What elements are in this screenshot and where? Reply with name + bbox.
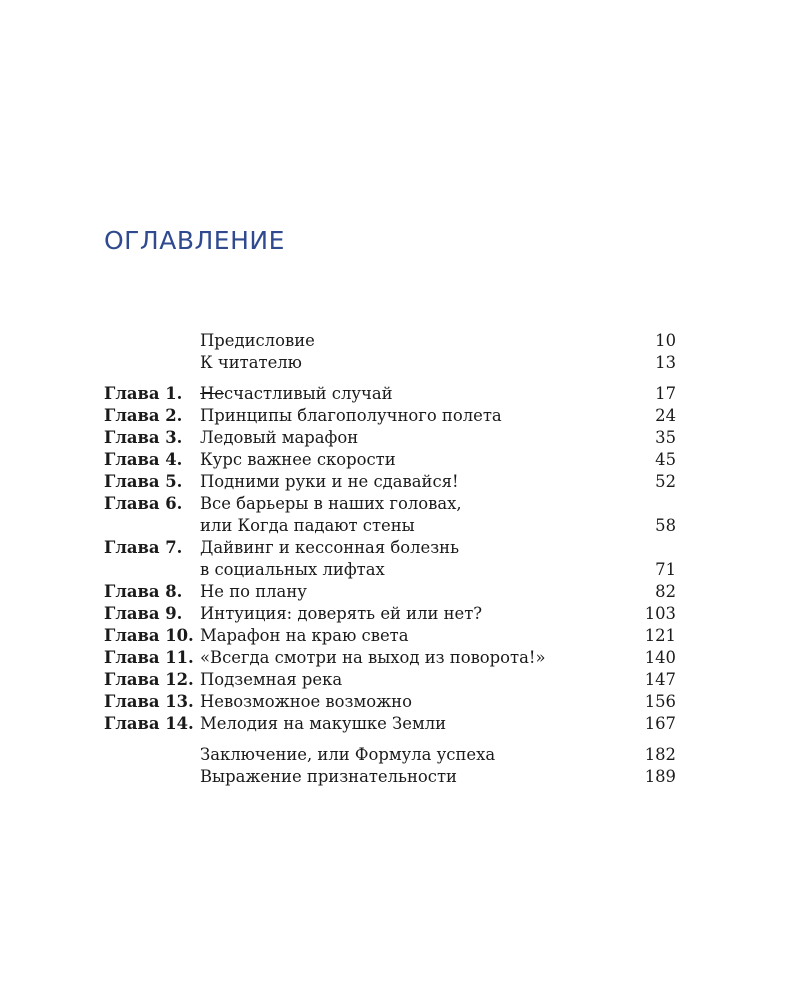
chapter-label: Глава 2.: [104, 406, 183, 425]
chapter-title: Подними руки и не сдавайся!: [200, 472, 459, 491]
chapter-page: 45: [655, 450, 676, 469]
chapter-title: Невозможное возможно: [200, 692, 412, 711]
toc-entry-chapter-10: [104, 625, 676, 647]
chapter-title: Марафон на краю света: [200, 626, 409, 645]
chapter-label: Глава 10.: [104, 626, 194, 645]
toc-entry-chapter-13: [104, 691, 676, 713]
chapter-label: Глава 6.: [104, 494, 183, 513]
toc-entry-chapter-4: [104, 449, 676, 471]
chapter-page: 82: [655, 582, 676, 601]
chapter-title: Принципы благополучного полета: [200, 406, 502, 425]
toc-entry-chapter-5: [104, 471, 676, 493]
chapter-label: Глава 13.: [104, 692, 194, 711]
toc-entry-acknowledgements: [104, 766, 676, 788]
chapter-title-strikethrough: Не: [200, 384, 224, 403]
chapter-title: Не по плану: [200, 582, 307, 601]
chapter-label: Глава 1.: [104, 384, 183, 403]
chapter-title: Мелодия на макушке Земли: [200, 714, 447, 733]
chapter-title: Дайвинг и кессонная болезнь в социальных лифтах: [200, 538, 460, 579]
toc-entry-title: К читателю: [200, 353, 302, 372]
back-matter-group: [104, 744, 676, 788]
chapter-page: 147: [644, 670, 676, 689]
toc-entry-chapter-11: [104, 647, 676, 669]
toc-entry-page: 13: [655, 353, 676, 372]
chapter-title: Курс важнее скорости: [200, 450, 396, 469]
chapter-label: Глава 4.: [104, 450, 183, 469]
chapter-page: 17: [655, 384, 676, 403]
chapter-label: Глава 7.: [104, 538, 183, 557]
chapter-page: 58: [655, 516, 676, 535]
toc-entry-chapter-12: [104, 669, 676, 691]
chapters-group: [104, 383, 676, 735]
chapter-title: Все барьеры в наших головах, или Когда падают стены: [200, 494, 462, 535]
chapter-title: «Всегда смотри на выход из поворота!»: [200, 648, 546, 667]
chapter-title: [200, 383, 616, 405]
toc-entry-conclusion: [104, 744, 676, 766]
toc-entry-page: 10: [655, 331, 676, 350]
chapter-page: 24: [655, 406, 676, 425]
chapter-label: Глава 8.: [104, 582, 183, 601]
toc-entry-title: Предисловие: [200, 331, 315, 350]
chapter-label: Глава 9.: [104, 604, 183, 623]
chapter-title-rest: счастливый случай: [224, 384, 393, 403]
page-title: ОГЛАВЛЕНИЕ: [104, 226, 285, 255]
toc-entry-chapter-2: [104, 405, 676, 427]
chapter-page: 35: [655, 428, 676, 447]
toc-entry-chapter-14: [104, 713, 676, 735]
toc-entry-chapter-9: [104, 603, 676, 625]
front-matter-group: [104, 330, 676, 374]
toc-entry-preface: [104, 330, 676, 352]
chapter-label: Глава 14.: [104, 714, 194, 733]
chapter-title: Ледовый марафон: [200, 428, 359, 447]
toc-entry-page: 189: [644, 767, 676, 786]
toc-entry-title: Выражение признательности: [200, 767, 457, 786]
toc-entry-chapter-3: [104, 427, 676, 449]
chapter-label: Глава 12.: [104, 670, 194, 689]
chapter-title: Подземная река: [200, 670, 343, 689]
table-of-contents: [104, 330, 676, 788]
toc-entry-chapter-8: [104, 581, 676, 603]
toc-entry-title: Заключение, или Формула успеха: [200, 745, 496, 764]
chapter-page: 52: [655, 472, 676, 491]
chapter-page: 167: [644, 714, 676, 733]
chapter-page: 71: [655, 560, 676, 579]
chapter-page: 103: [644, 604, 676, 623]
toc-entry-chapter-7: [104, 537, 676, 581]
chapter-page: 156: [644, 692, 676, 711]
toc-entry-to-reader: [104, 352, 676, 374]
chapter-label: Глава 3.: [104, 428, 183, 447]
chapter-page: 140: [644, 648, 676, 667]
chapter-label: Глава 11.: [104, 648, 194, 667]
chapter-title: Интуиция: доверять ей или нет?: [200, 604, 483, 623]
chapter-page: 121: [644, 626, 676, 645]
chapter-label: Глава 5.: [104, 472, 183, 491]
toc-entry-page: 182: [644, 745, 676, 764]
toc-entry-chapter-6: [104, 493, 676, 537]
toc-entry-chapter-1: [104, 383, 676, 405]
